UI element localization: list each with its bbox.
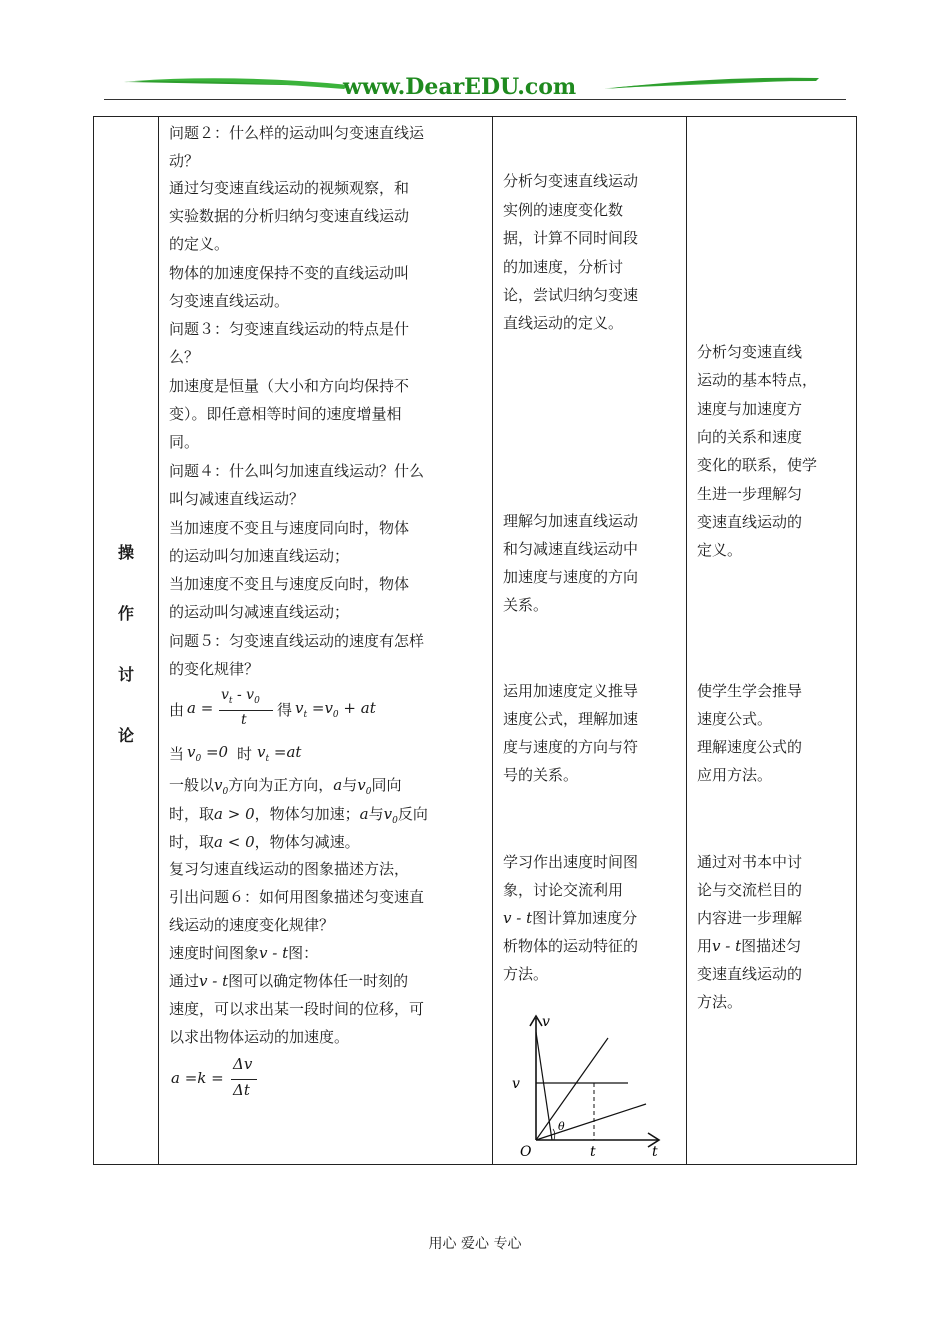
text-span: 图计算加速度分 — [532, 909, 638, 927]
text-line: 物体的加速度保持不变的直线运动叫 — [169, 264, 410, 282]
text-line: 的加速度，分析讨 — [503, 258, 624, 276]
symbol-v0: $v_0$ — [357, 776, 372, 797]
text-line: 度与速度的方向与符 — [503, 738, 639, 756]
eq-numerator: Δv — [233, 1055, 253, 1073]
text-line: 问题５：匀变速直线运动的速度有怎样 — [169, 632, 425, 650]
symbol-v-t: v - t — [199, 972, 229, 990]
site-logo-text[interactable]: www.DearEDU.com — [343, 74, 577, 100]
text-line: 关系。 — [503, 596, 549, 614]
text-line: 理解速度公式的 — [697, 738, 803, 756]
symbol-a-positive: a > 0 — [214, 805, 255, 823]
text-line: 通过对书本中讨 — [697, 853, 803, 871]
text-line: 析物体的运动特征的 — [503, 937, 639, 955]
text-line: 论与交流栏目的 — [697, 881, 803, 899]
text-span: ，物体匀加速； — [254, 805, 360, 823]
text-span: 用 — [697, 937, 713, 955]
text-line: 学习作出速度时间图 — [503, 853, 639, 871]
symbol-v0: $v_0$ — [383, 805, 398, 826]
text-line: 使学生学会推导 — [697, 682, 803, 700]
text-span: 与 — [342, 776, 358, 794]
text-line: 象，讨论交流利用 — [503, 881, 624, 899]
text-line: 速度公式。 — [697, 710, 773, 728]
column-divider — [158, 117, 159, 1164]
text-line: 向的关系和速度 — [697, 428, 803, 446]
eq-denominator: Δt — [233, 1081, 250, 1099]
text-line — [697, 932, 801, 960]
symbol-a: a — [333, 776, 343, 794]
text-line: 据，计算不同时间段 — [503, 229, 639, 247]
equation-acceleration-definition — [169, 689, 489, 741]
text-line — [169, 939, 318, 967]
text-span: 一般以 — [169, 776, 215, 794]
eq-symbol: $v_0 =0$ — [187, 743, 229, 764]
symbol-a-negative: a < 0 — [214, 833, 255, 851]
decreasing-line — [536, 1032, 552, 1140]
symbol-v-t: v - t — [503, 909, 533, 927]
text-line: 的变化规律？ — [169, 660, 260, 678]
section-char: 讨 — [117, 665, 134, 684]
text-line: 和匀减速直线运动中 — [503, 540, 639, 558]
text-line: 分析匀变速直线运动 — [503, 172, 639, 190]
text-line — [503, 904, 637, 932]
text-span: 反向 — [397, 805, 428, 823]
text-line: 速度，可以求出某一段时间的位移，可 — [169, 1000, 425, 1018]
lesson-table — [93, 116, 857, 1165]
text-line: 速度公式，理解加速 — [503, 710, 639, 728]
text-line: 问题２：什么样的运动叫匀变速直线运 — [169, 124, 425, 142]
eq-symbol: a = — [187, 699, 214, 717]
text-span: 与 — [368, 805, 384, 823]
shallow-line — [536, 1104, 646, 1140]
text-line: 的定义。 — [169, 235, 230, 253]
page-footer: 用心 爱心 专心 — [428, 1236, 522, 1252]
text-line: 动？ — [169, 152, 200, 170]
column-divider — [492, 117, 493, 1164]
text-line: 变）。即任意相等时间的速度增量相 — [169, 405, 402, 423]
column-divider — [686, 117, 687, 1164]
text-line: 当加速度不变且与速度反向时，物体 — [169, 575, 410, 593]
eq-numerator: $v_t - v_0$ — [221, 687, 260, 706]
steep-line — [536, 1038, 608, 1140]
text-line: 应用方法。 — [697, 766, 773, 784]
v-axis-label: v — [542, 1014, 550, 1030]
equation-zero-initial — [169, 741, 489, 769]
text-line: 叫匀减速直线运动？ — [169, 490, 305, 508]
text-line: 加速度与速度的方向 — [503, 568, 639, 586]
text-span: 方向为正方向， — [228, 776, 334, 794]
section-char: 作 — [117, 604, 134, 623]
text-line: 引出问题６：如何用图象描述匀变速直 — [169, 888, 425, 906]
text-line: 理解匀加速直线运动 — [503, 512, 639, 530]
text-line: 变化的联系，使学 — [697, 456, 818, 474]
text-line: 方法。 — [697, 993, 743, 1011]
origin-label: O — [520, 1144, 532, 1160]
eq-text: 由 — [169, 701, 185, 719]
text-line: 加速度是恒量（大小和方向均保持不 — [169, 377, 410, 395]
text-span: 图描述匀 — [741, 937, 802, 955]
t-axis-label: t — [652, 1144, 658, 1160]
text-span: 时，取 — [169, 805, 215, 823]
text-span: 通过 — [169, 972, 200, 990]
text-line: 实验数据的分析归纳匀变速直线运动 — [169, 207, 410, 225]
section-char: 操 — [117, 543, 134, 562]
text-line: 号的关系。 — [503, 766, 579, 784]
fraction-bar — [231, 1079, 257, 1080]
text-line: 以求出物体运动的加速度。 — [169, 1028, 350, 1046]
fraction-bar — [219, 710, 273, 711]
eq-result: $v_t =v_0$ + at — [295, 699, 376, 720]
text-span: 时，取 — [169, 833, 215, 851]
eq-text: 时 — [237, 745, 253, 763]
text-line: 问题３：匀变速直线运动的特点是什 — [169, 320, 410, 338]
text-line: 运动的基本特点， — [697, 371, 818, 389]
t-mark-label: t — [590, 1144, 596, 1160]
text-line: 直线运动的定义。 — [503, 314, 624, 332]
text-line: 速度与加速度方 — [697, 400, 803, 418]
section-char: 论 — [117, 726, 134, 745]
symbol-v-t: v - t — [259, 944, 289, 962]
text-line: 通过匀变速直线运动的视频观察，和 — [169, 179, 410, 197]
text-line: 复习匀速直线运动的图象描述方法， — [169, 860, 410, 878]
text-line: 问题４：什么叫匀加速直线运动？什么 — [169, 462, 425, 480]
eq-result: $v_t =at$ — [257, 743, 302, 764]
text-line — [169, 967, 408, 995]
sign-convention-line — [169, 828, 360, 856]
text-line: 内容进一步理解 — [697, 909, 803, 927]
text-line: 同。 — [169, 433, 200, 451]
eq-symbol: a =k = — [171, 1069, 224, 1087]
eq-text: 得 — [277, 701, 293, 719]
symbol-a: a — [359, 805, 369, 823]
text-line: 变速直线运动的 — [697, 965, 803, 983]
symbol-v0: $v_0$ — [214, 776, 229, 797]
text-line: 定义。 — [697, 541, 743, 559]
equation-slope — [169, 1057, 369, 1107]
text-span: 图： — [288, 944, 319, 962]
symbol-v-t: v - t — [712, 937, 742, 955]
theta-label: θ — [558, 1120, 565, 1133]
text-line: 运用加速度定义推导 — [503, 682, 639, 700]
text-line: 变速直线运动的 — [697, 513, 803, 531]
text-span: ，物体匀减速。 — [254, 833, 360, 851]
text-span: 速度时间图象 — [169, 944, 260, 962]
header-rule — [104, 99, 846, 100]
text-line: 实例的速度变化数 — [503, 201, 624, 219]
text-line: 生进一步理解匀 — [697, 485, 803, 503]
text-line: 的运动叫匀减速直线运动； — [169, 603, 350, 621]
eq-text: 当 — [169, 745, 185, 763]
text-line: 的运动叫匀加速直线运动； — [169, 547, 350, 565]
text-line: 匀变速直线运动。 — [169, 292, 290, 310]
text-line: 当加速度不变且与速度同向时，物体 — [169, 519, 410, 537]
text-span: 同向 — [371, 776, 402, 794]
velocity-time-graph — [506, 1012, 666, 1160]
text-line: 线运动的速度变化规律？ — [169, 916, 335, 934]
text-line: 分析匀变速直线 — [697, 343, 803, 361]
text-line: 么？ — [169, 348, 200, 366]
text-line: 方法。 — [503, 965, 549, 983]
text-line: 论，尝试归纳匀变速 — [503, 286, 639, 304]
eq-denominator: t — [241, 712, 247, 728]
text-span: 图可以确定物体任一时刻的 — [228, 972, 409, 990]
v-mark-label: v — [512, 1076, 520, 1092]
